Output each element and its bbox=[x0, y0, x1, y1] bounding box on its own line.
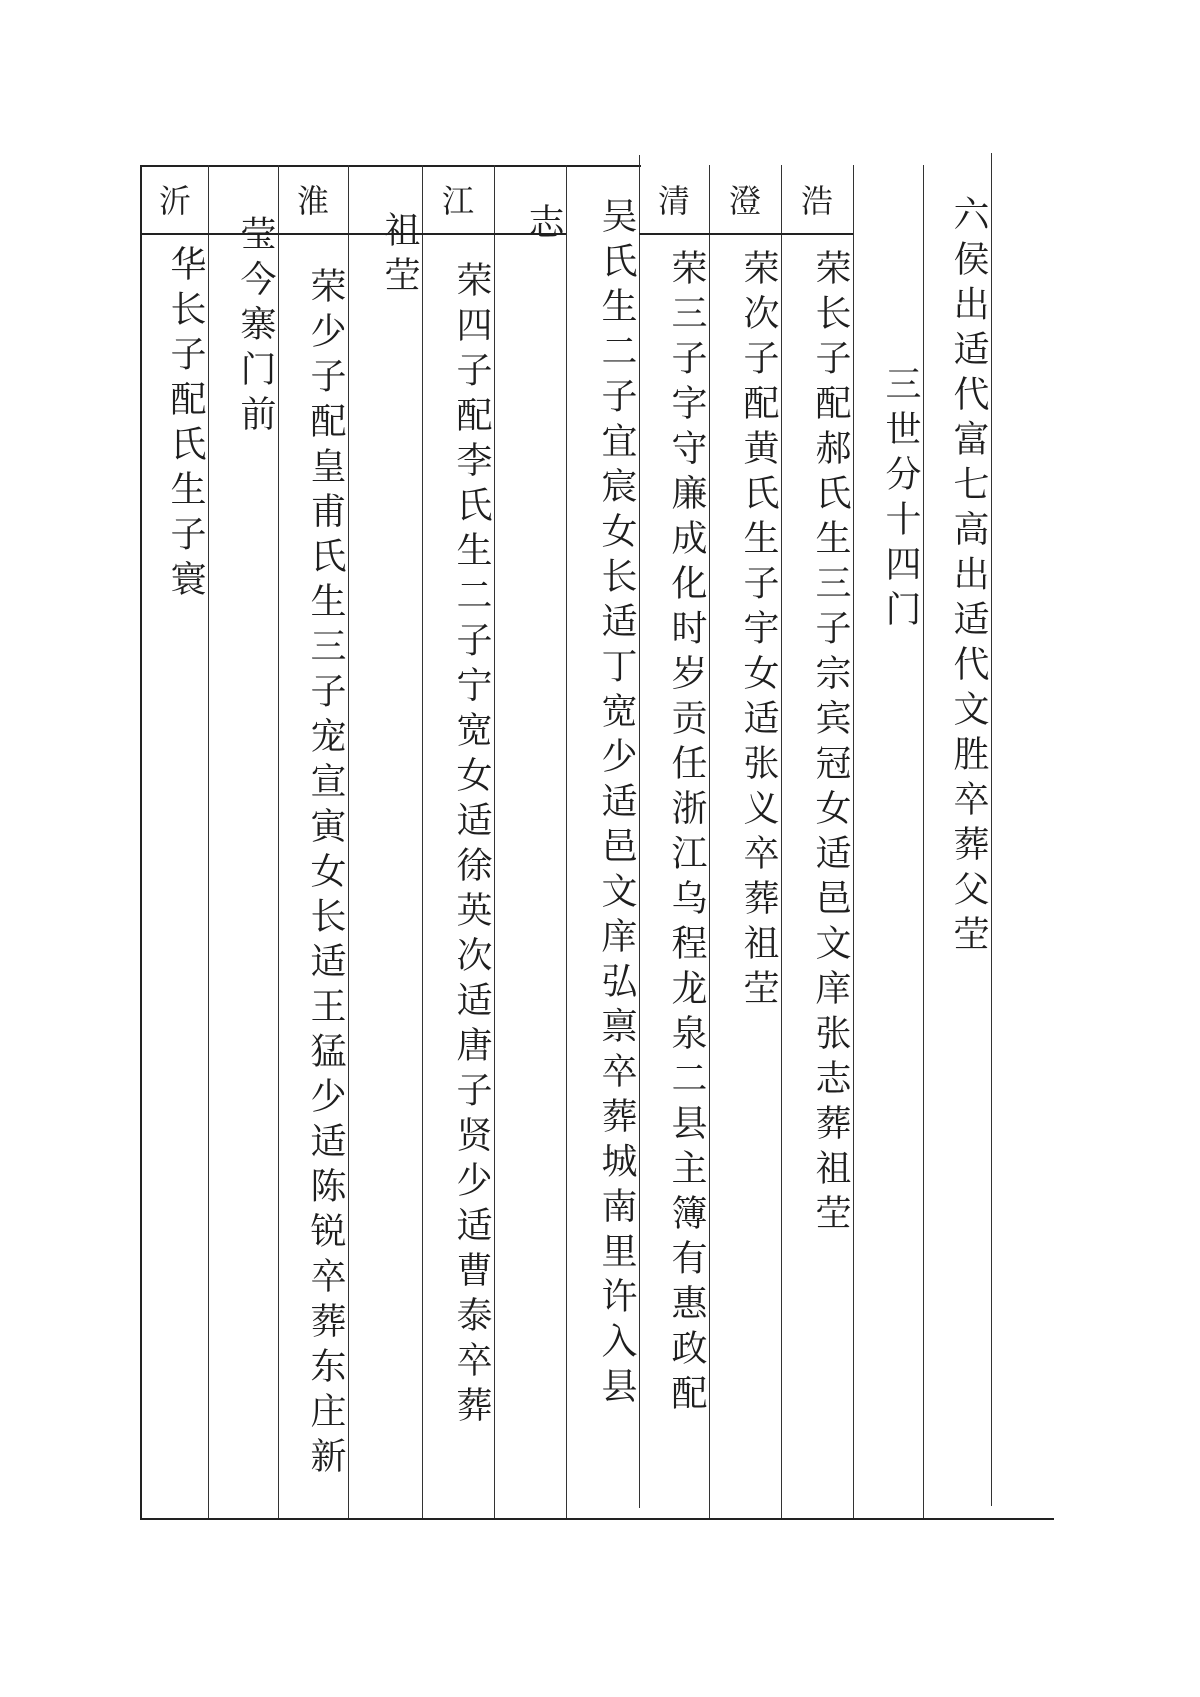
column-blank-5 bbox=[853, 165, 923, 1518]
column-header-qing: 清 bbox=[639, 165, 709, 235]
genealogy-table bbox=[140, 165, 1054, 1520]
column-qing bbox=[639, 165, 709, 1518]
column-huai bbox=[278, 165, 348, 1518]
column-text-margin: 六侯出适代富七高出适代文胜卒葬父茔 bbox=[948, 195, 989, 960]
column-header-hao: 浩 bbox=[781, 165, 853, 235]
column-text-cheng: 荣次子配黄氏生子宇女适张义卒葬祖茔 bbox=[738, 249, 779, 1014]
column-text-yi: 华长子配氏生子寰 bbox=[165, 245, 206, 605]
column-margin bbox=[923, 165, 991, 1518]
column-blank-3 bbox=[494, 165, 566, 1518]
column-jiang bbox=[422, 165, 494, 1518]
column-text-blank-1: 莹今寨门前 bbox=[235, 215, 276, 440]
column-blank-1 bbox=[208, 165, 278, 1518]
column-divider bbox=[991, 153, 992, 1506]
column-text-qing: 荣三子字守廉成化时岁贡任浙江乌程龙泉二县主簿有惠政配 bbox=[666, 249, 707, 1419]
column-header-cheng: 澄 bbox=[709, 165, 781, 235]
column-yi bbox=[142, 165, 208, 1518]
column-text-blank-4: 吴氏生二子宜宸女长适丁宽少适邑文庠弘禀卒葬城南里许入县 bbox=[596, 197, 637, 1412]
column-text-blank-2: 祖茔 bbox=[379, 211, 420, 301]
column-text-blank-3: 志 bbox=[523, 203, 564, 248]
column-text-hao: 荣长子配郝氏生三子宗宾冠女适邑文庠张志葬祖茔 bbox=[810, 249, 851, 1239]
column-hao bbox=[781, 165, 853, 1518]
column-blank-4 bbox=[566, 165, 639, 1518]
column-header-huai: 淮 bbox=[278, 165, 348, 235]
column-text-jiang: 荣四子配李氏生二子宁宽女适徐英次适唐子贤少适曹泰卒葬 bbox=[451, 261, 492, 1431]
column-blank-2 bbox=[348, 165, 422, 1518]
column-header-yi: 沂 bbox=[142, 165, 208, 235]
column-cheng bbox=[709, 165, 781, 1518]
column-header-jiang: 江 bbox=[422, 165, 494, 235]
column-text-huai: 荣少子配皇甫氏生三子宠宣寅女长适王猛少适陈锐卒葬东庄新 bbox=[305, 267, 346, 1482]
column-text-blank-5: 三世分十四门 bbox=[880, 365, 921, 635]
